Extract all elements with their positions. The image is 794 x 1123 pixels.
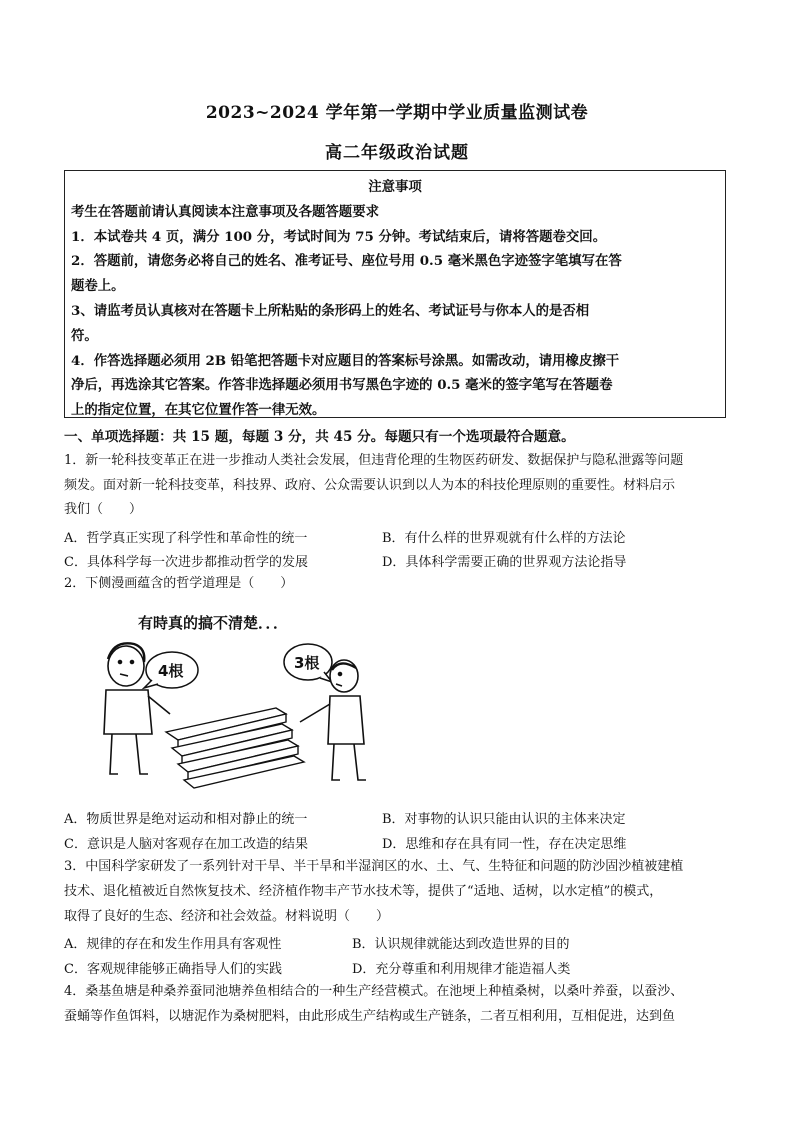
- notice-box: [64, 170, 726, 418]
- q1-stem-line: 我们（ ）: [64, 502, 143, 517]
- q3-option-b: B．认识规律就能达到改造世界的目的: [352, 937, 570, 952]
- q2-option-b: B．对事物的认识只能由认识的主体来决定: [382, 812, 626, 827]
- q2-stem: 2．下侧漫画蕴含的哲学道理是（ ）: [64, 576, 294, 591]
- q4-stem-line: 蚕蛹等作鱼饵料，以塘泥作为桑树肥料，由此形成生产结构或生产链条，二者互相利用，互相促进，达到鱼: [64, 1009, 676, 1024]
- q3-stem-line: 3．中国科学家研发了一系列针对干旱、半干旱和半湿润区的水、土、气、生特征和问题的防沙固沙植被建植: [64, 859, 684, 874]
- q1-option-c: C．具体科学每一次进步都推动哲学的发展: [64, 555, 308, 570]
- q1-option-b: B．有什么样的世界观就有什么样的方法论: [382, 531, 626, 546]
- notice-line: 上的指定位置，在其它位置作答一律无效。: [71, 402, 326, 419]
- notice-line: 考生在答题前请认真阅读本注意事项及各题答题要求: [71, 203, 379, 220]
- q1-option-a: A．哲学真正实现了科学性和革命性的统一: [64, 531, 308, 546]
- q1-stem-line: 频发。面对新一轮科技变革，科技界、政府、公众需要认识到以人为本的科技伦理原则的重要性。材料启示: [64, 478, 676, 493]
- notice-line: 4．作答选择题必须用 2B 铅笔把答题卡对应题目的答案标号涂黑。如需改动，请用橡皮擦干: [71, 352, 620, 369]
- section-heading: 一、单项选择题：共 15 题，每题 3 分，共 45 分。每题只有一个选项最符合题意。: [64, 429, 575, 445]
- left-bubble-text: 4根: [158, 662, 184, 680]
- notice-line: 符。: [71, 327, 98, 344]
- comic-caption: 有時真的搞不清楚．．．: [138, 614, 289, 632]
- q1-option-d: D．具体科学需要正确的世界观方法论指导: [382, 555, 627, 570]
- notice-line: 净后，再选涂其它答案。作答非选择题必须用书写黑色字迹的 0.5 毫米的签字笔写在答题卷: [71, 377, 613, 394]
- q4-stem-line: 4．桑基鱼塘是种桑养蚕同池塘养鱼相结合的一种生产经营模式。在池埂上种植桑树，以桑叶养蚕，以蚕沙、: [64, 984, 684, 999]
- right-bubble-text: 3根: [294, 654, 320, 672]
- q3-option-c: C．客观规律能够正确指导人们的实践: [64, 962, 282, 977]
- notice-heading: 注意事项: [368, 179, 422, 195]
- notice-line: 题卷上。: [71, 278, 125, 295]
- q2-option-a: A．物质世界是绝对运动和相对静止的统一: [64, 812, 308, 827]
- exam-title: 2023~2024 学年第一学期中学业质量监测试卷: [205, 103, 589, 123]
- q3-option-d: D．充分尊重和利用规律才能造福人类: [352, 962, 571, 977]
- q3-option-a: A．规律的存在和发生作用具有客观性: [64, 937, 282, 952]
- notice-line: 1．本试卷共 4 页，满分 100 分，考试时间为 75 分钟。考试结束后，请将答题卷交回。: [71, 228, 607, 245]
- q3-stem-line: 技术、退化植被近自然恢复技术、经济植作物丰产节水技术等，提供了“适地、适树，以水定植”的模式，: [64, 884, 663, 899]
- q1-stem-line: 1．新一轮科技变革正在进一步推动人类社会发展，但违背伦理的生物医药研发、数据保护与隐私泄露等问题: [64, 453, 684, 468]
- notice-line: 3、请监考员认真核对在答题卡上所粘贴的条形码上的姓名、考试证号与你本人的是否相: [71, 302, 590, 319]
- q3-stem-line: 取得了良好的生态、经济和社会效益。材料说明（ ）: [64, 909, 390, 924]
- comic-right-illustration: [270, 604, 380, 792]
- notice-line: 2．答题前，请您务必将自己的姓名、准考证号、座位号用 0.5 毫米黑色字迹签字笔填写在答: [71, 253, 622, 270]
- q2-option-c: C．意识是人脑对客观存在加工改造的结果: [64, 837, 308, 852]
- q2-option-d: D．思维和存在具有同一性，存在决定思维: [382, 837, 627, 852]
- exam-subtitle: 高二年级政治试题: [325, 143, 469, 163]
